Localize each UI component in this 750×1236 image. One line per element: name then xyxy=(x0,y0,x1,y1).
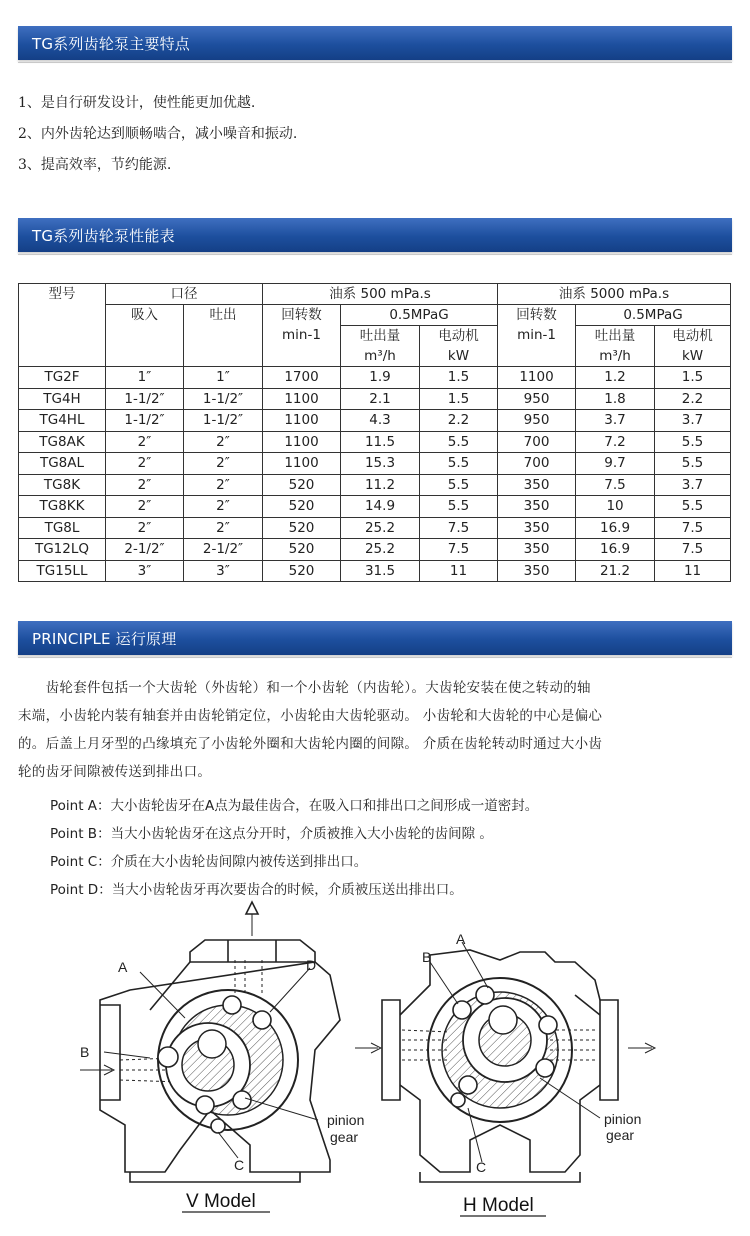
cell-motor-5000: 1.5 xyxy=(655,367,731,389)
header-motor-unit: kW xyxy=(447,348,470,364)
cell-speed-500: 520 xyxy=(263,517,341,539)
cell-flow-5000: 7.5 xyxy=(576,474,655,496)
header-speed-unit: min-1 xyxy=(282,327,321,343)
header-flow-label: 吐出量 xyxy=(359,328,401,344)
cell-suction: 2-1/2″ xyxy=(106,539,184,561)
feature-item: 2、内外齿轮达到顺畅啮合，减小噪音和振动. xyxy=(18,126,298,142)
cell-model: TG8AK xyxy=(19,431,106,453)
header-oil-5000: 油系 5000 mPa.s xyxy=(498,284,731,305)
cell-flow-500: 4.3 xyxy=(341,410,420,432)
features-title: TG系列齿轮泵主要特点 xyxy=(32,35,190,53)
table-row xyxy=(19,517,731,539)
performance-table xyxy=(18,283,731,582)
header-speed-label: 回转数 xyxy=(516,307,557,323)
cell-speed-5000: 350 xyxy=(498,560,576,582)
header-pressure: 0.5MPaG xyxy=(576,305,731,326)
v-label-pinion: pinion xyxy=(327,1112,365,1128)
table-row xyxy=(19,496,731,518)
cell-speed-5000: 950 xyxy=(498,388,576,410)
cell-speed-5000: 350 xyxy=(498,517,576,539)
cell-model: TG15LL xyxy=(19,560,106,582)
header-motor-label: 电动机 xyxy=(438,328,479,344)
header-flow-label: 吐出量 xyxy=(594,328,636,344)
cell-motor-500: 7.5 xyxy=(420,517,498,539)
header-speed-unit: min-1 xyxy=(517,327,556,343)
cell-motor-5000: 3.7 xyxy=(655,410,731,432)
header-discharge: 吐出 xyxy=(184,305,263,367)
cell-motor-500: 2.2 xyxy=(420,410,498,432)
cell-speed-5000: 700 xyxy=(498,431,576,453)
table-row xyxy=(19,367,731,389)
cell-motor-5000: 7.5 xyxy=(655,517,731,539)
cell-motor-500: 5.5 xyxy=(420,496,498,518)
point-a: Point A：大小齿轮齿牙在A点为最佳齿合，在吸入口和排出口之间形成一道密封。 xyxy=(50,798,539,814)
cell-speed-500: 1100 xyxy=(263,410,341,432)
cell-flow-500: 1.9 xyxy=(341,367,420,389)
cell-suction: 2″ xyxy=(106,496,184,518)
header-flow xyxy=(341,326,420,367)
cell-flow-5000: 16.9 xyxy=(576,539,655,561)
cell-flow-500: 2.1 xyxy=(341,388,420,410)
header-motor xyxy=(420,326,498,367)
performance-table-body xyxy=(19,367,731,582)
v-label-c: C xyxy=(234,1157,245,1173)
cell-motor-5000: 11 xyxy=(655,560,731,582)
v-label-d: D xyxy=(306,957,317,973)
cell-speed-5000: 950 xyxy=(498,410,576,432)
cell-motor-500: 1.5 xyxy=(420,388,498,410)
feature-item: 1、是自行研发设计，使性能更加优越. xyxy=(18,95,256,111)
table-row xyxy=(19,453,731,475)
table-row xyxy=(19,474,731,496)
performance-title: TG系列齿轮泵性能表 xyxy=(32,227,175,245)
features-header-rule xyxy=(18,62,732,63)
v-model-drawing xyxy=(80,902,340,1212)
cell-flow-500: 25.2 xyxy=(341,517,420,539)
cell-suction: 1″ xyxy=(106,367,184,389)
header-motor xyxy=(655,326,731,367)
cell-model: TG8KK xyxy=(19,496,106,518)
header-flow-unit: m³/h xyxy=(599,348,631,364)
cell-motor-5000: 5.5 xyxy=(655,431,731,453)
cell-motor-500: 5.5 xyxy=(420,453,498,475)
header-speed xyxy=(263,305,341,367)
cell-motor-5000: 3.7 xyxy=(655,474,731,496)
principle-header-rule xyxy=(18,657,732,658)
header-model: 型号 xyxy=(19,284,106,367)
cell-speed-500: 1100 xyxy=(263,431,341,453)
cell-motor-5000: 5.5 xyxy=(655,453,731,475)
cell-speed-5000: 350 xyxy=(498,474,576,496)
performance-header-rule xyxy=(18,254,732,255)
cell-motor-5000: 7.5 xyxy=(655,539,731,561)
principle-paragraph xyxy=(18,674,730,786)
table-row xyxy=(19,539,731,561)
h-label-pinion: pinion xyxy=(604,1111,642,1127)
principle-header-band xyxy=(18,621,732,655)
point-d: Point D：当大小齿轮齿牙再次要齿合的时候，介质被压送出排出口。 xyxy=(50,882,463,898)
cell-discharge: 2″ xyxy=(184,453,263,475)
v-label-a: A xyxy=(118,959,128,975)
cell-suction: 1-1/2″ xyxy=(106,410,184,432)
header-motor-label: 电动机 xyxy=(672,328,713,344)
cell-motor-500: 5.5 xyxy=(420,474,498,496)
cell-flow-5000: 3.7 xyxy=(576,410,655,432)
cell-flow-5000: 21.2 xyxy=(576,560,655,582)
v-label-gear: gear xyxy=(330,1129,359,1145)
feature-item: 3、提高效率，节约能源. xyxy=(18,157,172,173)
h-label-b: B xyxy=(422,949,432,965)
cell-speed-500: 1100 xyxy=(263,388,341,410)
cell-motor-5000: 2.2 xyxy=(655,388,731,410)
header-bore: 口径 xyxy=(106,284,263,305)
cell-suction: 1-1/2″ xyxy=(106,388,184,410)
cell-discharge: 1-1/2″ xyxy=(184,410,263,432)
cell-suction: 2″ xyxy=(106,431,184,453)
cell-speed-5000: 1100 xyxy=(498,367,576,389)
cell-flow-5000: 1.2 xyxy=(576,367,655,389)
features-header-band xyxy=(18,26,732,60)
cell-motor-500: 1.5 xyxy=(420,367,498,389)
header-pressure: 0.5MPaG xyxy=(341,305,498,326)
cell-model: TG8K xyxy=(19,474,106,496)
cell-motor-5000: 5.5 xyxy=(655,496,731,518)
cell-speed-500: 520 xyxy=(263,539,341,561)
cell-model: TG8AL xyxy=(19,453,106,475)
table-row xyxy=(19,560,731,582)
cell-flow-500: 15.3 xyxy=(341,453,420,475)
v-label-b: B xyxy=(80,1044,90,1060)
header-speed-label: 回转数 xyxy=(281,307,322,323)
cell-discharge: 2″ xyxy=(184,474,263,496)
cell-motor-500: 11 xyxy=(420,560,498,582)
cell-discharge: 1″ xyxy=(184,367,263,389)
cell-model: TG4H xyxy=(19,388,106,410)
cell-flow-5000: 7.2 xyxy=(576,431,655,453)
principle-line: 轮的齿牙间隙被传送到排出口。 xyxy=(18,764,212,780)
principle-line: 的。后盖上月牙型的凸缘填充了小齿轮外圈和大齿轮内圈的间隙。 介质在齿轮转动时通过大小齿 xyxy=(18,736,603,752)
table-row xyxy=(19,388,731,410)
header-oil-500: 油系 500 mPa.s xyxy=(263,284,498,305)
cell-flow-500: 14.9 xyxy=(341,496,420,518)
cell-flow-500: 31.5 xyxy=(341,560,420,582)
cell-suction: 2″ xyxy=(106,453,184,475)
cell-model: TG12LQ xyxy=(19,539,106,561)
h-model-drawing xyxy=(355,942,655,1216)
principle-title: PRINCIPLE 运行原理 xyxy=(32,630,177,648)
pump-diagrams xyxy=(0,900,750,1236)
cell-model: TG4HL xyxy=(19,410,106,432)
cell-suction: 3″ xyxy=(106,560,184,582)
cell-speed-5000: 350 xyxy=(498,496,576,518)
cell-discharge: 2-1/2″ xyxy=(184,539,263,561)
cell-discharge: 2″ xyxy=(184,431,263,453)
cell-flow-5000: 1.8 xyxy=(576,388,655,410)
h-label-a: A xyxy=(456,931,466,947)
v-model-caption: V Model xyxy=(186,1191,256,1212)
cell-flow-5000: 10 xyxy=(576,496,655,518)
header-flow xyxy=(576,326,655,367)
cell-speed-5000: 350 xyxy=(498,539,576,561)
table-row xyxy=(19,431,731,453)
cell-speed-500: 1700 xyxy=(263,367,341,389)
cell-discharge: 2″ xyxy=(184,496,263,518)
header-speed xyxy=(498,305,576,367)
cell-flow-5000: 16.9 xyxy=(576,517,655,539)
cell-discharge: 3″ xyxy=(184,560,263,582)
cell-speed-500: 520 xyxy=(263,560,341,582)
header-flow-unit: m³/h xyxy=(364,348,396,364)
point-c: Point C：介质在大小齿轮齿间隙内被传送到排出口。 xyxy=(50,854,368,870)
cell-suction: 2″ xyxy=(106,474,184,496)
table-row xyxy=(19,410,731,432)
principle-line: 末端，小齿轮内装有轴套并由齿轮销定位，小齿轮由大齿轮驱动。 小齿轮和大齿轮的中心是偏心 xyxy=(18,708,603,724)
point-b: Point B：当大小齿轮齿牙在这点分开时，介质被推入大小齿轮的齿间隙 。 xyxy=(50,826,493,842)
cell-flow-500: 25.2 xyxy=(341,539,420,561)
cell-speed-500: 520 xyxy=(263,474,341,496)
cell-motor-500: 7.5 xyxy=(420,539,498,561)
h-label-gear: gear xyxy=(606,1127,635,1143)
header-motor-unit: kW xyxy=(681,348,704,364)
cell-motor-500: 5.5 xyxy=(420,431,498,453)
cell-discharge: 2″ xyxy=(184,517,263,539)
cell-flow-5000: 9.7 xyxy=(576,453,655,475)
cell-flow-500: 11.2 xyxy=(341,474,420,496)
principle-line: 齿轮套件包括一个大齿轮（外齿轮）和一个小齿轮（内齿轮）。大齿轮安装在使之转动的轴 xyxy=(18,680,591,696)
cell-speed-5000: 700 xyxy=(498,453,576,475)
cell-model: TG2F xyxy=(19,367,106,389)
header-suction: 吸入 xyxy=(106,305,184,367)
cell-suction: 2″ xyxy=(106,517,184,539)
cell-flow-500: 11.5 xyxy=(341,431,420,453)
cell-speed-500: 520 xyxy=(263,496,341,518)
cell-speed-500: 1100 xyxy=(263,453,341,475)
performance-header-band xyxy=(18,218,732,252)
cell-model: TG8L xyxy=(19,517,106,539)
cell-discharge: 1-1/2″ xyxy=(184,388,263,410)
h-label-c: C xyxy=(476,1159,487,1175)
h-model-caption: H Model xyxy=(463,1195,534,1216)
